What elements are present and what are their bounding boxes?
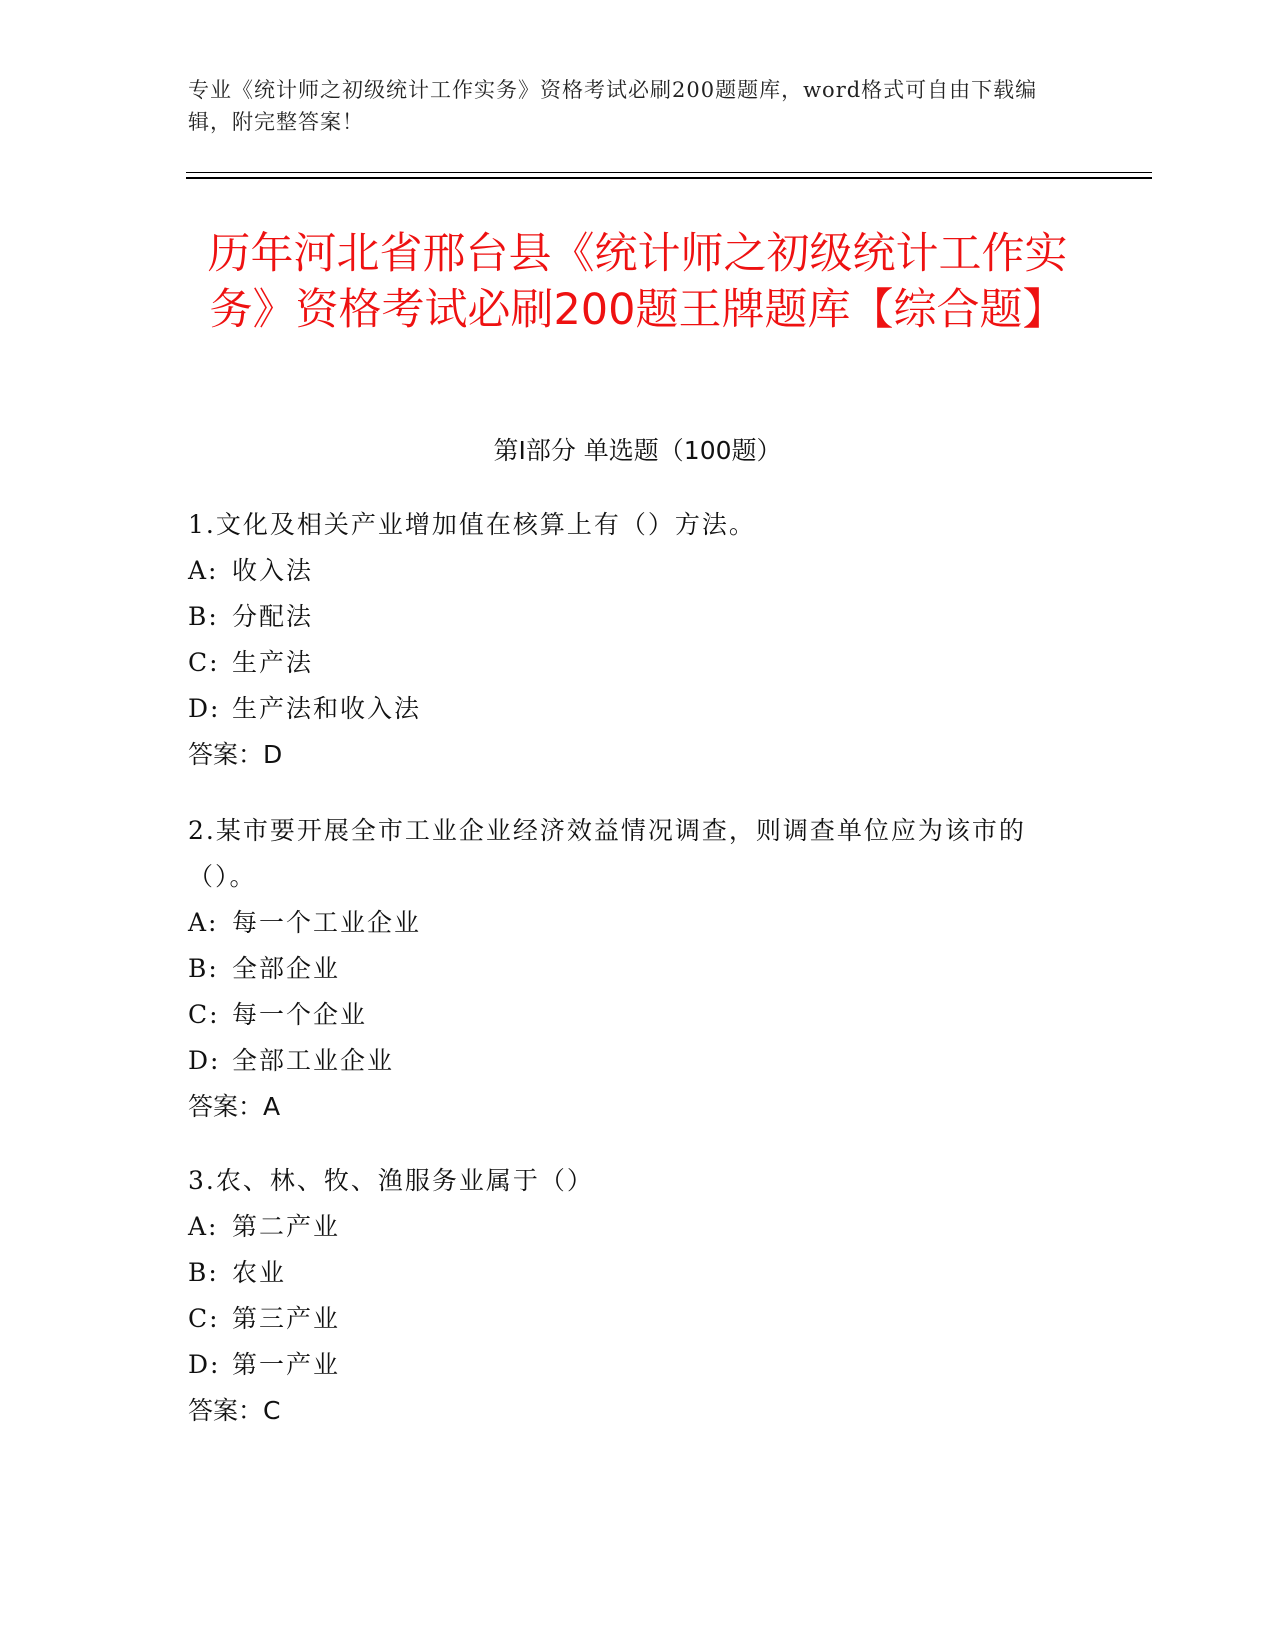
option-text: 第一产业 (232, 1350, 341, 1379)
option-text: 收入法 (232, 556, 314, 585)
option-text: 生产法 (232, 648, 314, 677)
option-letter: D: (188, 694, 221, 723)
question-stem: 3.农、林、牧、渔服务业属于（） (188, 1166, 594, 1195)
option-letter: C: (188, 648, 220, 677)
option-text: 农业 (232, 1258, 287, 1287)
question-3 (188, 1158, 1068, 1434)
option-d (188, 1342, 1068, 1388)
header-note: 专业《统计师之初级统计工作实务》资格考试必刷200题题库，word格式可自由下载编辑，附完整答案！ (188, 78, 1038, 134)
question-1 (188, 502, 1068, 778)
option-c (188, 640, 1068, 686)
option-c (188, 992, 1068, 1038)
section-heading: 第I部分 单选题（100题） (493, 436, 782, 465)
option-d (188, 686, 1068, 732)
question-stem: 1.文化及相关产业增加值在核算上有（）方法。 (188, 510, 756, 539)
option-text: 第二产业 (232, 1212, 341, 1241)
option-b (188, 1250, 1068, 1296)
option-letter: A: (188, 908, 219, 937)
option-text: 第三产业 (232, 1304, 341, 1333)
option-text: 每一个企业 (232, 1000, 368, 1029)
option-b (188, 594, 1068, 640)
header-divider-thin (186, 172, 1152, 173)
option-letter: B: (188, 954, 219, 983)
header-divider-thick (186, 177, 1152, 179)
option-b (188, 946, 1068, 992)
option-text: 全部工业企业 (232, 1046, 395, 1075)
option-text: 全部企业 (232, 954, 341, 983)
option-letter: A: (188, 556, 219, 585)
question-2 (188, 808, 1068, 1130)
option-letter: D: (188, 1046, 221, 1075)
option-letter: B: (188, 1258, 219, 1287)
option-c (188, 1296, 1068, 1342)
answer: 答案：D (188, 740, 283, 769)
option-letter: C: (188, 1304, 220, 1333)
option-a (188, 1204, 1068, 1250)
option-text: 每一个工业企业 (232, 908, 422, 937)
question-stem: 2.某市要开展全市工业企业经济效益情况调查，则调查单位应为该市的（）。 (188, 816, 1026, 891)
option-d (188, 1038, 1068, 1084)
document-title: 历年河北省邢台县《统计师之初级统计工作实务》资格考试必刷200题王牌题库【综合题】 (207, 229, 1068, 335)
option-letter: C: (188, 1000, 220, 1029)
option-a (188, 548, 1068, 594)
option-letter: A: (188, 1212, 219, 1241)
answer: 答案：A (188, 1092, 281, 1121)
answer: 答案：C (188, 1396, 281, 1425)
option-letter: B: (188, 602, 219, 631)
option-letter: D: (188, 1350, 221, 1379)
option-text: 生产法和收入法 (232, 694, 422, 723)
option-text: 分配法 (232, 602, 314, 631)
option-a (188, 900, 1068, 946)
